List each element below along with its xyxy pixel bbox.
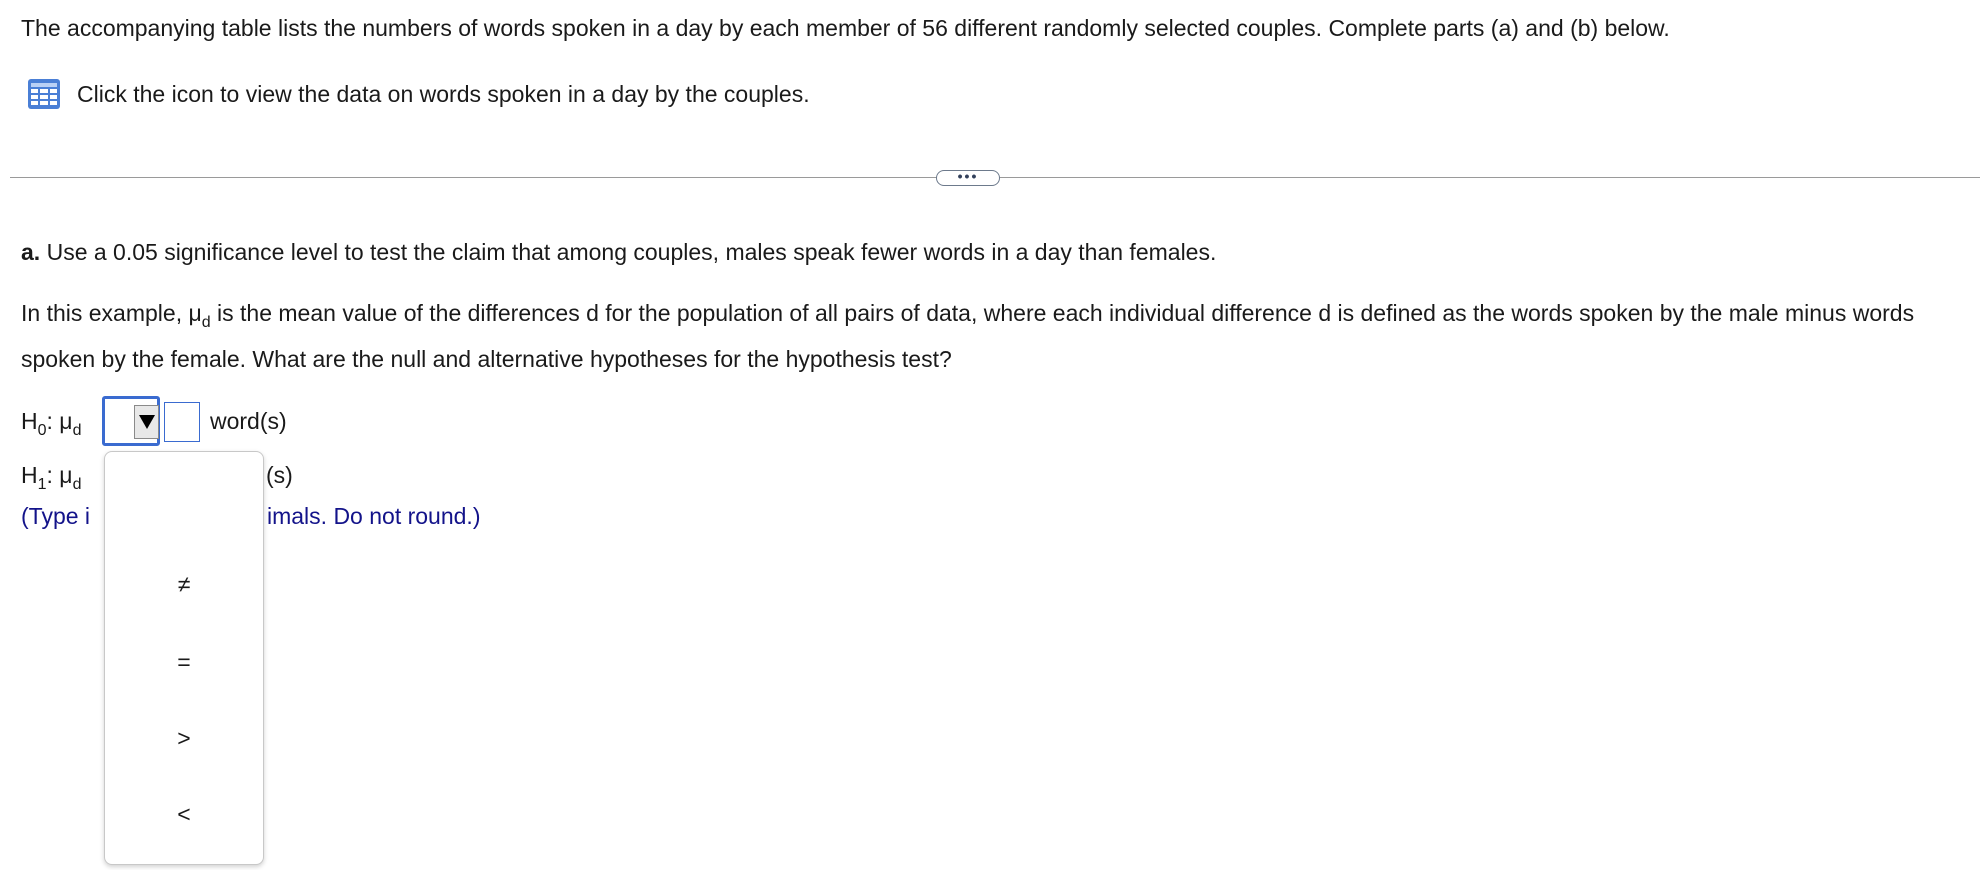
- data-table-link-text[interactable]: Click the icon to view the data on words spoken in a day by the couples.: [77, 81, 810, 107]
- alternative-hypothesis-row: [21, 459, 81, 495]
- option-greater-than[interactable]: >: [177, 724, 191, 751]
- triangle-down-icon: [139, 415, 155, 429]
- option-not-equal[interactable]: ≠: [177, 570, 191, 597]
- explanation-end: is the mean value of the differences d for the population of all pairs of data, where each individual difference d is defined as the words spoken by the male minus words spoken by the female. What are the null and alternative hypotheses for the hypothesis test?: [21, 300, 1915, 372]
- dropdown-arrow-button[interactable]: [134, 405, 159, 439]
- more-options-button[interactable]: [936, 167, 1000, 186]
- h1-units: (s): [266, 462, 293, 488]
- h1-subscript: 1: [37, 476, 47, 493]
- h0-units: word(s): [210, 408, 287, 434]
- type-instruction-start: (Type i: [21, 503, 91, 529]
- mu-symbol: μ: [188, 300, 202, 326]
- h0-mu: : μ: [46, 408, 73, 434]
- option-less-than[interactable]: <: [177, 800, 191, 827]
- data-table-link[interactable]: [27, 78, 810, 110]
- part-a-text: Use a 0.05 significance level to test the claim that among couples, males speak fewer words in a day than females.: [40, 239, 1217, 265]
- option-equal[interactable]: =: [177, 648, 191, 675]
- h0-operator-select[interactable]: [102, 396, 160, 446]
- h0-letter: H: [21, 408, 38, 434]
- h0-mu-subscript: d: [72, 422, 82, 439]
- hypothesis-explanation: [21, 292, 1971, 381]
- table-grid-icon[interactable]: [27, 78, 61, 110]
- h0-subscript: 0: [37, 422, 47, 439]
- h0-value-input[interactable]: [164, 402, 200, 442]
- explanation-start: In this example,: [21, 300, 189, 326]
- part-a-claim: [21, 236, 1216, 268]
- h1-letter: H: [21, 462, 38, 488]
- more-options-dots: •••: [957, 167, 979, 184]
- type-instruction-end: imals. Do not round.): [267, 503, 481, 529]
- part-a-label: a.: [21, 239, 41, 265]
- mu-subscript: d: [201, 314, 211, 331]
- h1-mu: : μ: [46, 462, 73, 488]
- h1-mu-subscript: d: [72, 476, 82, 493]
- operator-dropdown-menu: [104, 451, 264, 865]
- null-hypothesis-row: [21, 405, 81, 441]
- question-intro: The accompanying table lists the numbers of words spoken in a day by each member of 56 different randomly selected couples. Complete parts (a) and (b) below.: [21, 15, 1670, 41]
